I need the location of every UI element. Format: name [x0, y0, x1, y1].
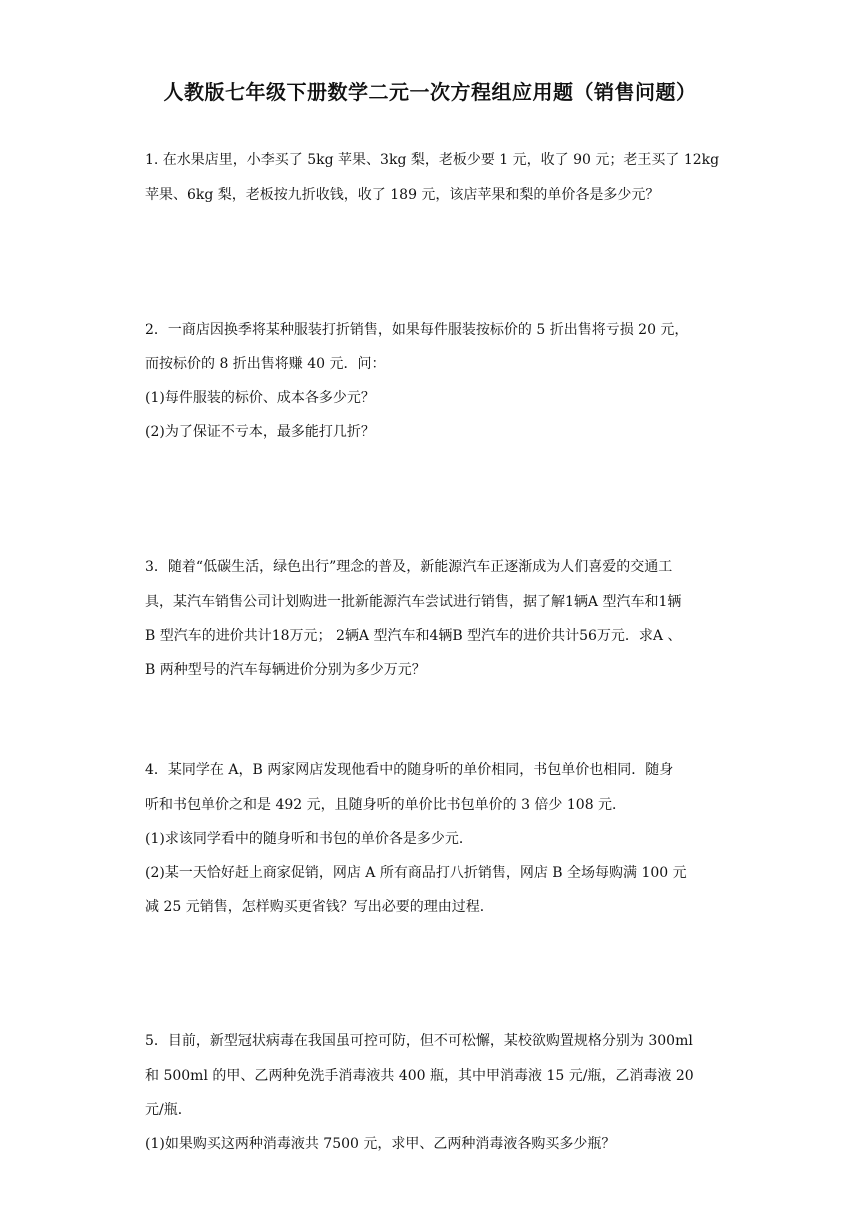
- question-3-line-1: 3．随着“低碳生活，绿色出行”理念的普及，新能源汽车正逐渐成为人们喜爱的交通工: [145, 559, 673, 575]
- page-title: 人教版七年级下册数学二元一次方程组应用题（销售问题）: [163, 80, 697, 104]
- question-5-line-1: 5．目前，新型冠状病毒在我国虽可控可防，但不可松懈，某校欲购置规格分别为 300ml: [145, 1033, 693, 1049]
- question-5-line-2: 和 500ml 的甲、乙两种免洗手消毒液共 400 瓶，其中甲消毒液 15 元/瓶，乙消毒液 20: [145, 1068, 694, 1084]
- question-1-line-1: 1. 在水果店里，小李买了 5kg 苹果、3kg 梨，老板少要 1 元，收了 90 元；老王买了 12kg: [145, 152, 720, 168]
- question-2-part-1: (1)每件服装的标价、成本各多少元？: [145, 390, 375, 406]
- question-5-line-3: 元/瓶．: [145, 1102, 192, 1118]
- question-4-part-2-line-2: 减 25 元销售，怎样购买更省钱？写出必要的理由过程．: [145, 899, 494, 915]
- question-2-part-2: (2)为了保证不亏本，最多能打几折？: [145, 424, 375, 440]
- question-4-line-1: 4．某同学在 A，B 两家网店发现他看中的随身听的单价相同，书包单价也相同．随身: [145, 762, 674, 778]
- question-3-line-4: B 两种型号的汽车每辆进价分别为多少万元？: [145, 662, 426, 678]
- question-4-line-2: 听和书包单价之和是 492 元，且随身听的单价比书包单价的 3 倍少 108 元．: [145, 797, 627, 813]
- question-4-part-2-line-1: (2)某一天恰好赶上商家促销，网店 A 所有商品打八折销售，网店 B 全场每购满 100 元: [145, 865, 687, 881]
- question-2-line-1: 2．一商店因换季将某种服装打折销售，如果每件服装按标价的 5 折出售将亏损 20 元，: [145, 322, 689, 338]
- question-4-part-1: (1)求该同学看中的随身听和书包的单价各是多少元．: [145, 831, 473, 847]
- question-2-line-2: 而按标价的 8 折出售将赚 40 元．问：: [145, 356, 386, 372]
- question-3-line-2: 具，某汽车销售公司计划购进一批新能源汽车尝试进行销售，据了解1辆A 型汽车和1辆: [145, 594, 682, 610]
- question-3-line-3: B 型汽车的进价共计18万元； 2辆A 型汽车和4辆B 型汽车的进价共计56万元．求A 、: [145, 628, 682, 644]
- question-5-part-1: (1)如果购买这两种消毒液共 7500 元，求甲、乙两种消毒液各购买多少瓶？: [145, 1136, 616, 1152]
- question-1-line-2: 苹果、6kg 梨，老板按九折收钱，收了 189 元，该店苹果和梨的单价各是多少元？: [145, 187, 660, 203]
